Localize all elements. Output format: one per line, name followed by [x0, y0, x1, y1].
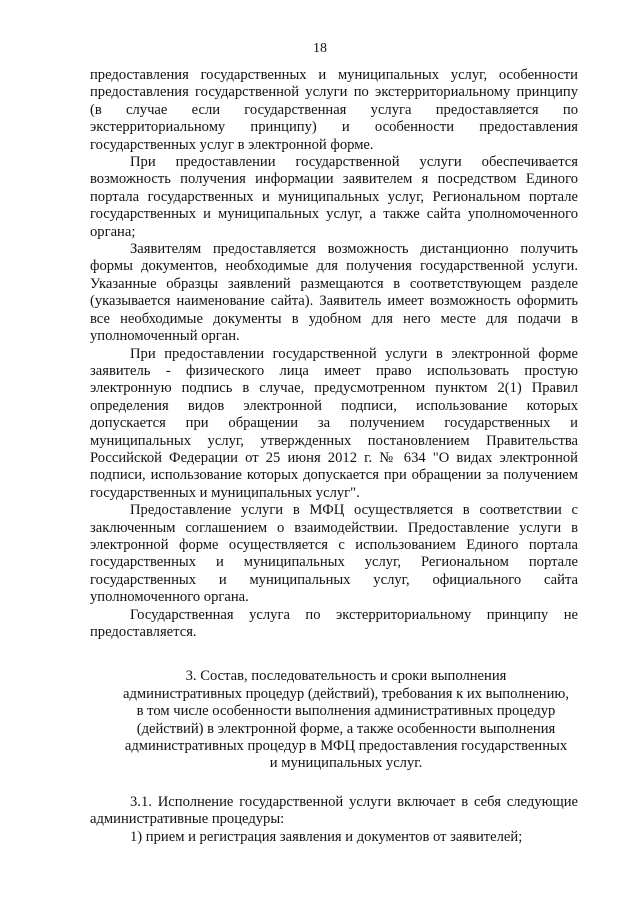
document-body: [90, 67, 578, 846]
section-heading: [90, 668, 578, 772]
paragraph-information-access: При предоставлении государственной услуги обеспечивается возможность получения информации заявителем я посредством Единого портала государственных и муниципальных услуг, Региональном портале государственных и муниципальных услуг, а также сайта уполномоченного органа;: [90, 154, 578, 240]
paragraph-electronic-signature: При предоставлении государственной услуги в электронной форме заявитель - физического лица имеет право использовать простую электронную подпись в случае, предусмотренном пунктом 2(1) Правил определения видов электронной подписи, использование которых допускается при обращении за получением государственных и муниципальных услуг, утвержденных постановлением Правительства Российской Федерации от 25 июня 2012 г. № 634 "О видах электронной подписи, использование которых допускается при обращении за получением государственных и муниципальных услуг".: [90, 345, 578, 501]
paragraph-document-forms: Заявителям предоставляется возможность дистанционно получить формы документов, необходимые для получения государственной услуги. Указанные образцы заявлений размещаются в соответствующем разделе (указывается наименование сайта). Заявитель имеет возможность оформить все необходимые документы в удобном для него месте для подачи в уполномоченный орган.: [90, 241, 578, 345]
heading-line: административных процедур (действий), требования к их выполнению,: [123, 685, 569, 702]
paragraph-mfc-service: Предоставление услуги в МФЦ осуществляется в соответствии с заключенным соглашением о взаимодействии. Предоставление услуги в электронной форме осуществляется с использованием Единого портала государственных и муниципальных услуг, Региональном портале государственных и муниципальных услуг, официального сайта уполномоченного органа.: [90, 502, 578, 606]
paragraph-procedures-intro: 3.1. Исполнение государственной услуги включает в себя следующие административные процедуры:: [90, 793, 578, 828]
list-item-procedure-1: 1) прием и регистрация заявления и документов от заявителей;: [130, 828, 523, 845]
heading-line: административных процедур в МФЦ предоставления государственных: [124, 738, 568, 755]
paragraph-extraterritorial: Государственная услуга по экстерриториальному принципу не предоставляется.: [90, 606, 578, 640]
page-number: 18: [313, 41, 327, 56]
heading-line: (действий) в электронной форме, а также особенности выполнения: [136, 720, 556, 737]
heading-line: в том числе особенности выполнения административных процедур: [136, 703, 556, 720]
heading-line: и муниципальных услуг.: [269, 755, 423, 772]
heading-line: 3. Состав, последовательность и сроки выполнения: [185, 668, 507, 685]
paragraph-continuation: предоставления государственных и муниципальных услуг, особенности предоставления государственной услуги по экстерриториальному принципу (в случае если государственная услуга предоставляется по экстерриториальному принципу) и особенности предоставления государственных услуг в электронной форме.: [90, 67, 578, 153]
